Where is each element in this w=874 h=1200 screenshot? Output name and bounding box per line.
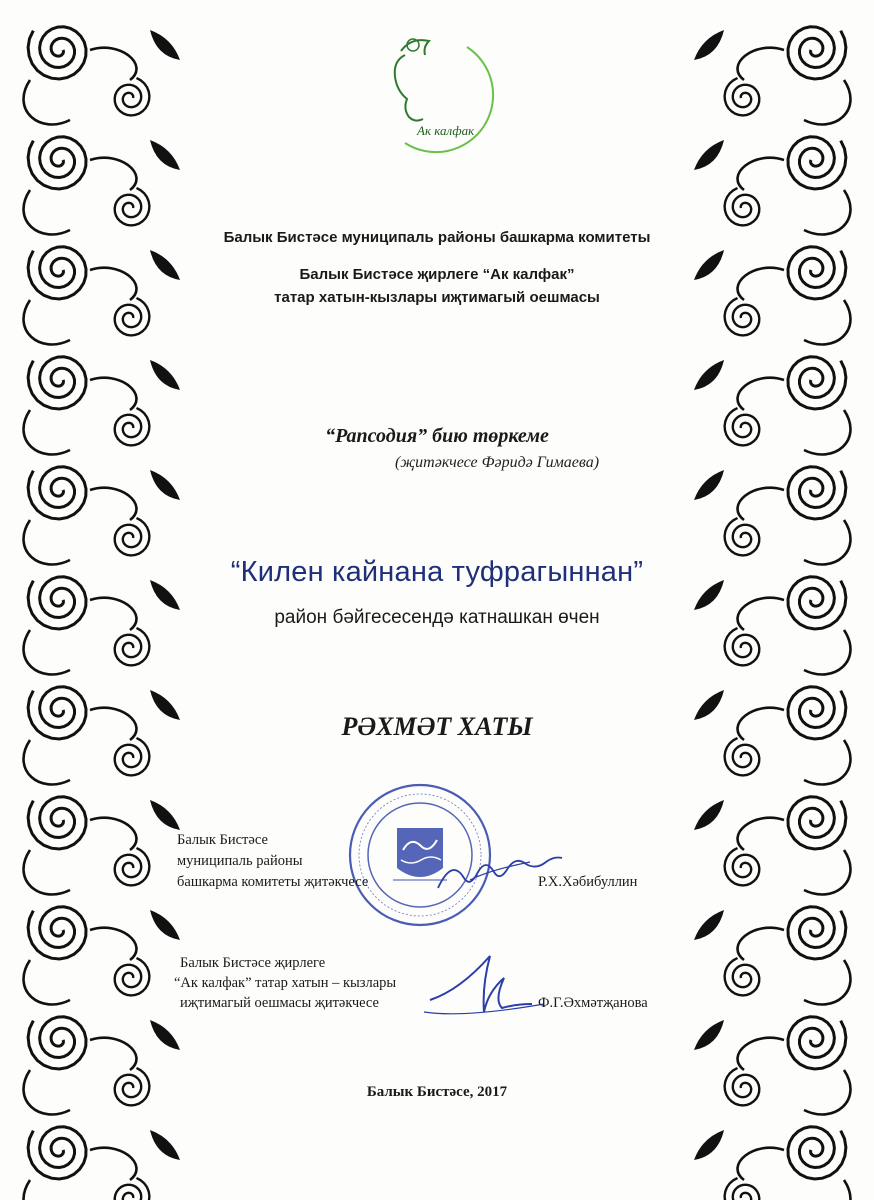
organization-line-3: татар хатын-кызлары иҗтимагый оешмасы — [274, 289, 600, 306]
organization-line-2: Балык Бистәсе җирлеге “Ак калфак” — [299, 266, 575, 283]
signature-1-position-line-3: башкарма комитеты җитәкчесе — [177, 874, 369, 890]
logo-text: Ак калфак — [417, 123, 475, 138]
recipient-group: “Рапсодия” бию төркеме — [325, 425, 549, 447]
contest-name: “Килен кайнана туфрагыннан” — [230, 556, 644, 588]
signature-2-name: Ф.Г.Әхмәтҗанова — [538, 995, 648, 1011]
signature-1-name: Р.Х.Хәбибуллин — [538, 874, 638, 890]
organization-line-1: Балык Бистәсе муниципаль районы башкарма комитеты — [223, 229, 651, 246]
place-and-year: Балык Бистәсе, 2017 — [366, 1084, 508, 1100]
signature-2-position-line-2: “Ак калфак” татар хатын – кызлары — [174, 975, 397, 991]
signature-1-position-line-1: Балык Бистәсе — [177, 832, 268, 848]
right-ornament-border — [684, 0, 874, 1200]
ak-kalfak-logo-icon — [345, 25, 505, 155]
signature-1-position-line-2: муниципаль районы — [177, 853, 303, 869]
recipient-leader: (җитәкчесе Фәридә Гимаева) — [394, 454, 600, 471]
left-ornament-border — [0, 0, 190, 1200]
document-title: РӘХМӘТ ХАТЫ — [341, 712, 533, 741]
participation-reason: район бәйгесесендә катнашкан өчен — [274, 607, 600, 628]
signature-2-position-line-1: Балык Бистәсе җирлеге — [180, 955, 326, 971]
signature-2-position-line-3: иҗтимагый оешмасы җитәкчесе — [180, 995, 379, 1011]
